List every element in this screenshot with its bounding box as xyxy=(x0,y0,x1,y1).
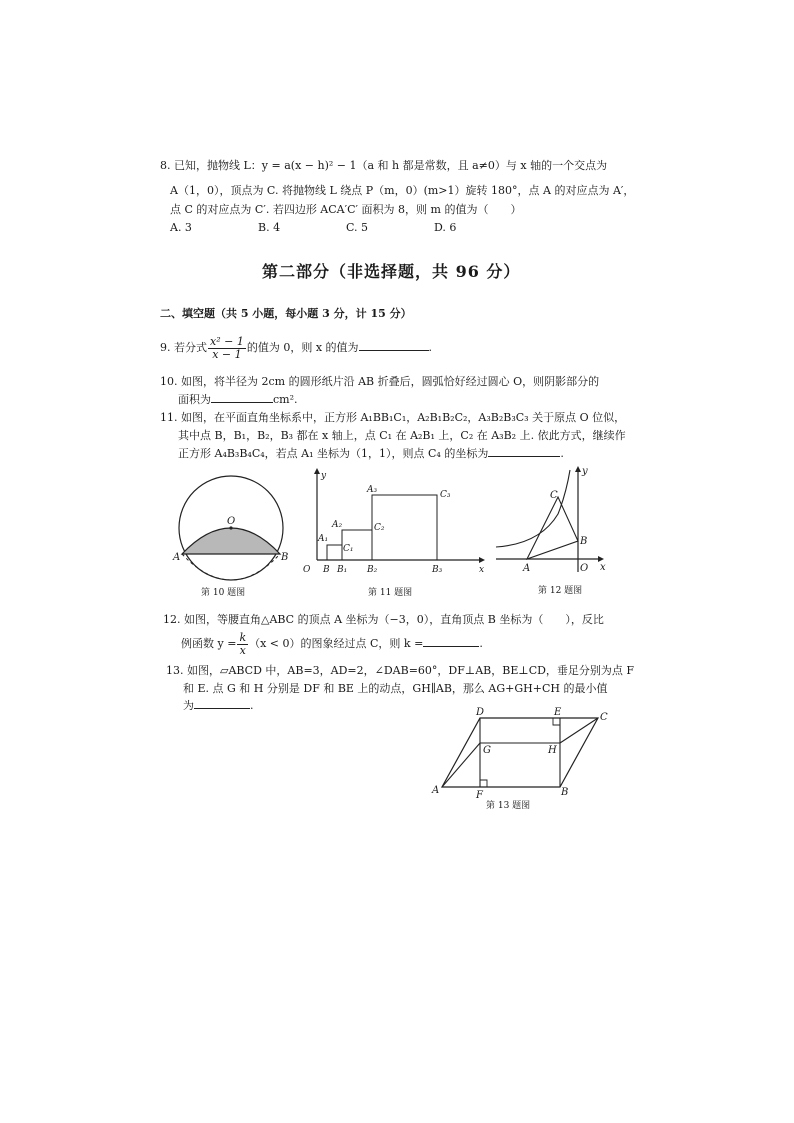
q8-line-3: 点 C 的对应点为 C′. 若四边形 ACA′C′ 面积为 8，则 m 的值为（ ） xyxy=(170,203,522,216)
fig11-square-1 xyxy=(327,545,342,560)
q8-option-d: D. 6 xyxy=(434,221,457,234)
fig12-hyperbola xyxy=(496,470,570,547)
fig13-label-d: D xyxy=(476,707,485,718)
fig13-label-g: G xyxy=(483,745,491,756)
fig10-caption: 第 10 题图 xyxy=(201,588,246,598)
fig13-right-angle-e xyxy=(553,718,560,725)
q10-answer-blank xyxy=(211,402,273,403)
fig12-label-y: y xyxy=(582,466,588,477)
q8-line-1: 8. 已知，抛物线 L：y = a(x − h)² − 1（a 和 h 都是常数，且 a≠0）与 x 轴的一个交点为 xyxy=(160,159,608,172)
q10-line-2-prefix: 面积为 xyxy=(178,393,211,406)
q12-fraction xyxy=(237,632,248,657)
fig11-label-c1: C₁ xyxy=(343,544,354,554)
q8-option-b: B. 4 xyxy=(258,221,281,234)
fig11-label-a3: A₃ xyxy=(367,485,378,495)
fig13-label-f: F xyxy=(476,790,483,801)
fig13-segment-ag xyxy=(442,743,480,787)
fig11-label-a2: A₂ xyxy=(332,520,343,530)
q10-line-2-suffix: cm². xyxy=(273,393,298,406)
fig11-label-c3: C₃ xyxy=(440,490,451,500)
fig13-label-e: E xyxy=(554,707,562,718)
fig10-label-b: B xyxy=(281,552,289,563)
q8-line-2: A（1，0），顶点为 C. 将抛物线 L 绕点 P（m，0）(m>1）旋转 180°，点 A 的对应点为 A′， xyxy=(170,184,635,197)
fig13-label-a: A xyxy=(432,785,440,796)
q10-line-1: 10. 如图，将半径为 2cm 的圆形纸片沿 AB 折叠后，圆弧恰好经过圆心 O，则阴影部分的 xyxy=(160,375,600,388)
fig11-label-b2: B₂ xyxy=(367,565,378,575)
fig13-parallelogram xyxy=(442,718,598,787)
q13-line-1: 13. 如图，▱ABCD 中，AB=3，AD=2，∠DAB=60°，DF⊥AB，BE⊥CD，垂足分别为点 F xyxy=(166,664,635,677)
q11-line-1: 11. 如图，在平面直角坐标系中，正方形 A₁BB₁C₁，A₂B₁B₂C₂，A₃B₂B₃C₃ 关于原点 O 位似， xyxy=(160,411,626,424)
fill-section-header: 二、填空题（共 5 小题，每小题 3 分，计 15 分） xyxy=(160,307,412,320)
figure-13 xyxy=(430,705,615,800)
fig10-label-o: O xyxy=(227,516,236,527)
q12-line-2-middle: （x < 0）的图象经过点 C，则 k = xyxy=(249,637,424,650)
q13-line-2: 和 E. 点 G 和 H 分别是 DF 和 BE 上的动点，GH∥AB，那么 AG+GH+CH 的最小值 xyxy=(183,682,608,695)
fig13-label-h: H xyxy=(548,745,557,756)
fig11-y-arrow xyxy=(314,468,320,474)
q11-line-3-prefix: 正方形 A₄B₃B₄C₄，若点 A₁ 坐标为（1，1），则点 C₄ 的坐标为 xyxy=(178,447,489,460)
q9-suffix: 的值为 0，则 x 的值为 xyxy=(246,341,359,354)
fig13-right-angle-f xyxy=(480,780,487,787)
figure-12 xyxy=(490,464,610,582)
fig10-shaded-region xyxy=(182,528,280,554)
q13-line-3-prefix: 为 xyxy=(183,699,194,712)
q11-line-2: 其中点 B，B₁，B₂，B₃ 都在 x 轴上，点 C₁ 在 A₂B₁ 上，C₂ 在 A₃B₂ 上. 依此方式，继续作 xyxy=(178,429,626,442)
q12-line-2-prefix: 例函数 y = xyxy=(181,637,237,650)
fig11-label-o: O xyxy=(303,565,311,575)
fig13-segment-hc xyxy=(560,718,598,743)
q9-fraction-denominator: x − 1 xyxy=(212,347,242,361)
fig11-label-x: x xyxy=(479,565,485,575)
fig12-label-a: A xyxy=(523,563,531,574)
fig13-caption: 第 13 题图 xyxy=(486,801,531,811)
fig11-label-y: y xyxy=(321,471,327,481)
q12-fraction-numerator: k xyxy=(239,630,247,644)
q9-fraction-numerator: x² − 1 xyxy=(210,334,244,348)
fig11-label-a1: A₁ xyxy=(318,534,329,544)
fig12-triangle xyxy=(527,497,578,559)
fig10-label-a: A xyxy=(173,552,181,563)
fig13-label-b: B xyxy=(561,787,569,798)
fig12-label-b: B xyxy=(580,536,588,547)
q8-option-c: C. 5 xyxy=(346,221,369,234)
q11-line-3: 正方形 A₄B₃B₄C₄，若点 A₁ 坐标为（1，1），则点 C₄ 的坐标为 . xyxy=(178,447,564,460)
q12-line-2: 例函数 y = $\frac{k}{x}$ （x < 0）的图象经过点 C，则 k = . xyxy=(181,630,483,657)
q9-fraction xyxy=(208,336,246,361)
fig11-label-c2: C₂ xyxy=(374,523,385,533)
fig12-label-o: O xyxy=(580,563,589,574)
q10-line-2 xyxy=(178,393,298,407)
q13-line-3: 为 . xyxy=(183,699,254,712)
figure-10 xyxy=(175,470,295,600)
q12-answer-blank xyxy=(423,646,479,647)
fig11-caption: 第 11 题图 xyxy=(368,588,413,598)
part2-title: 第二部分（非选择题，共 96 分） xyxy=(262,262,521,281)
q9-prefix: 9. 若分式 xyxy=(160,341,207,354)
q8-options xyxy=(170,221,456,235)
fig11-label-b1: B₁ xyxy=(337,565,348,575)
figure-11 xyxy=(295,466,490,581)
fig12-label-x: x xyxy=(600,562,606,573)
q8-option-a: A. 3 xyxy=(170,221,192,234)
fig12-y-arrow xyxy=(575,466,581,472)
q11-answer-blank xyxy=(488,456,560,457)
q9: 9. 若分式 $\frac{\text{x² − 1}}{x - 1}$ 的值为 0，则 x 的值为 . xyxy=(160,334,433,361)
q12-fraction-denominator: x xyxy=(239,643,246,657)
fig13-label-c: C xyxy=(600,712,608,723)
fig12-caption: 第 12 题图 xyxy=(538,586,583,596)
fig12-label-c: C xyxy=(550,490,558,501)
q13-answer-blank xyxy=(194,708,250,709)
q9-answer-blank xyxy=(359,350,429,351)
q12-line-1: 12. 如图，等腰直角△ABC 的顶点 A 坐标为（−3，0），直角顶点 B 坐标为（ ），反比 xyxy=(163,613,604,626)
fig11-label-b3: B₃ xyxy=(432,565,443,575)
fig11-x-arrow xyxy=(479,557,485,563)
fig11-label-b: B xyxy=(323,565,330,575)
